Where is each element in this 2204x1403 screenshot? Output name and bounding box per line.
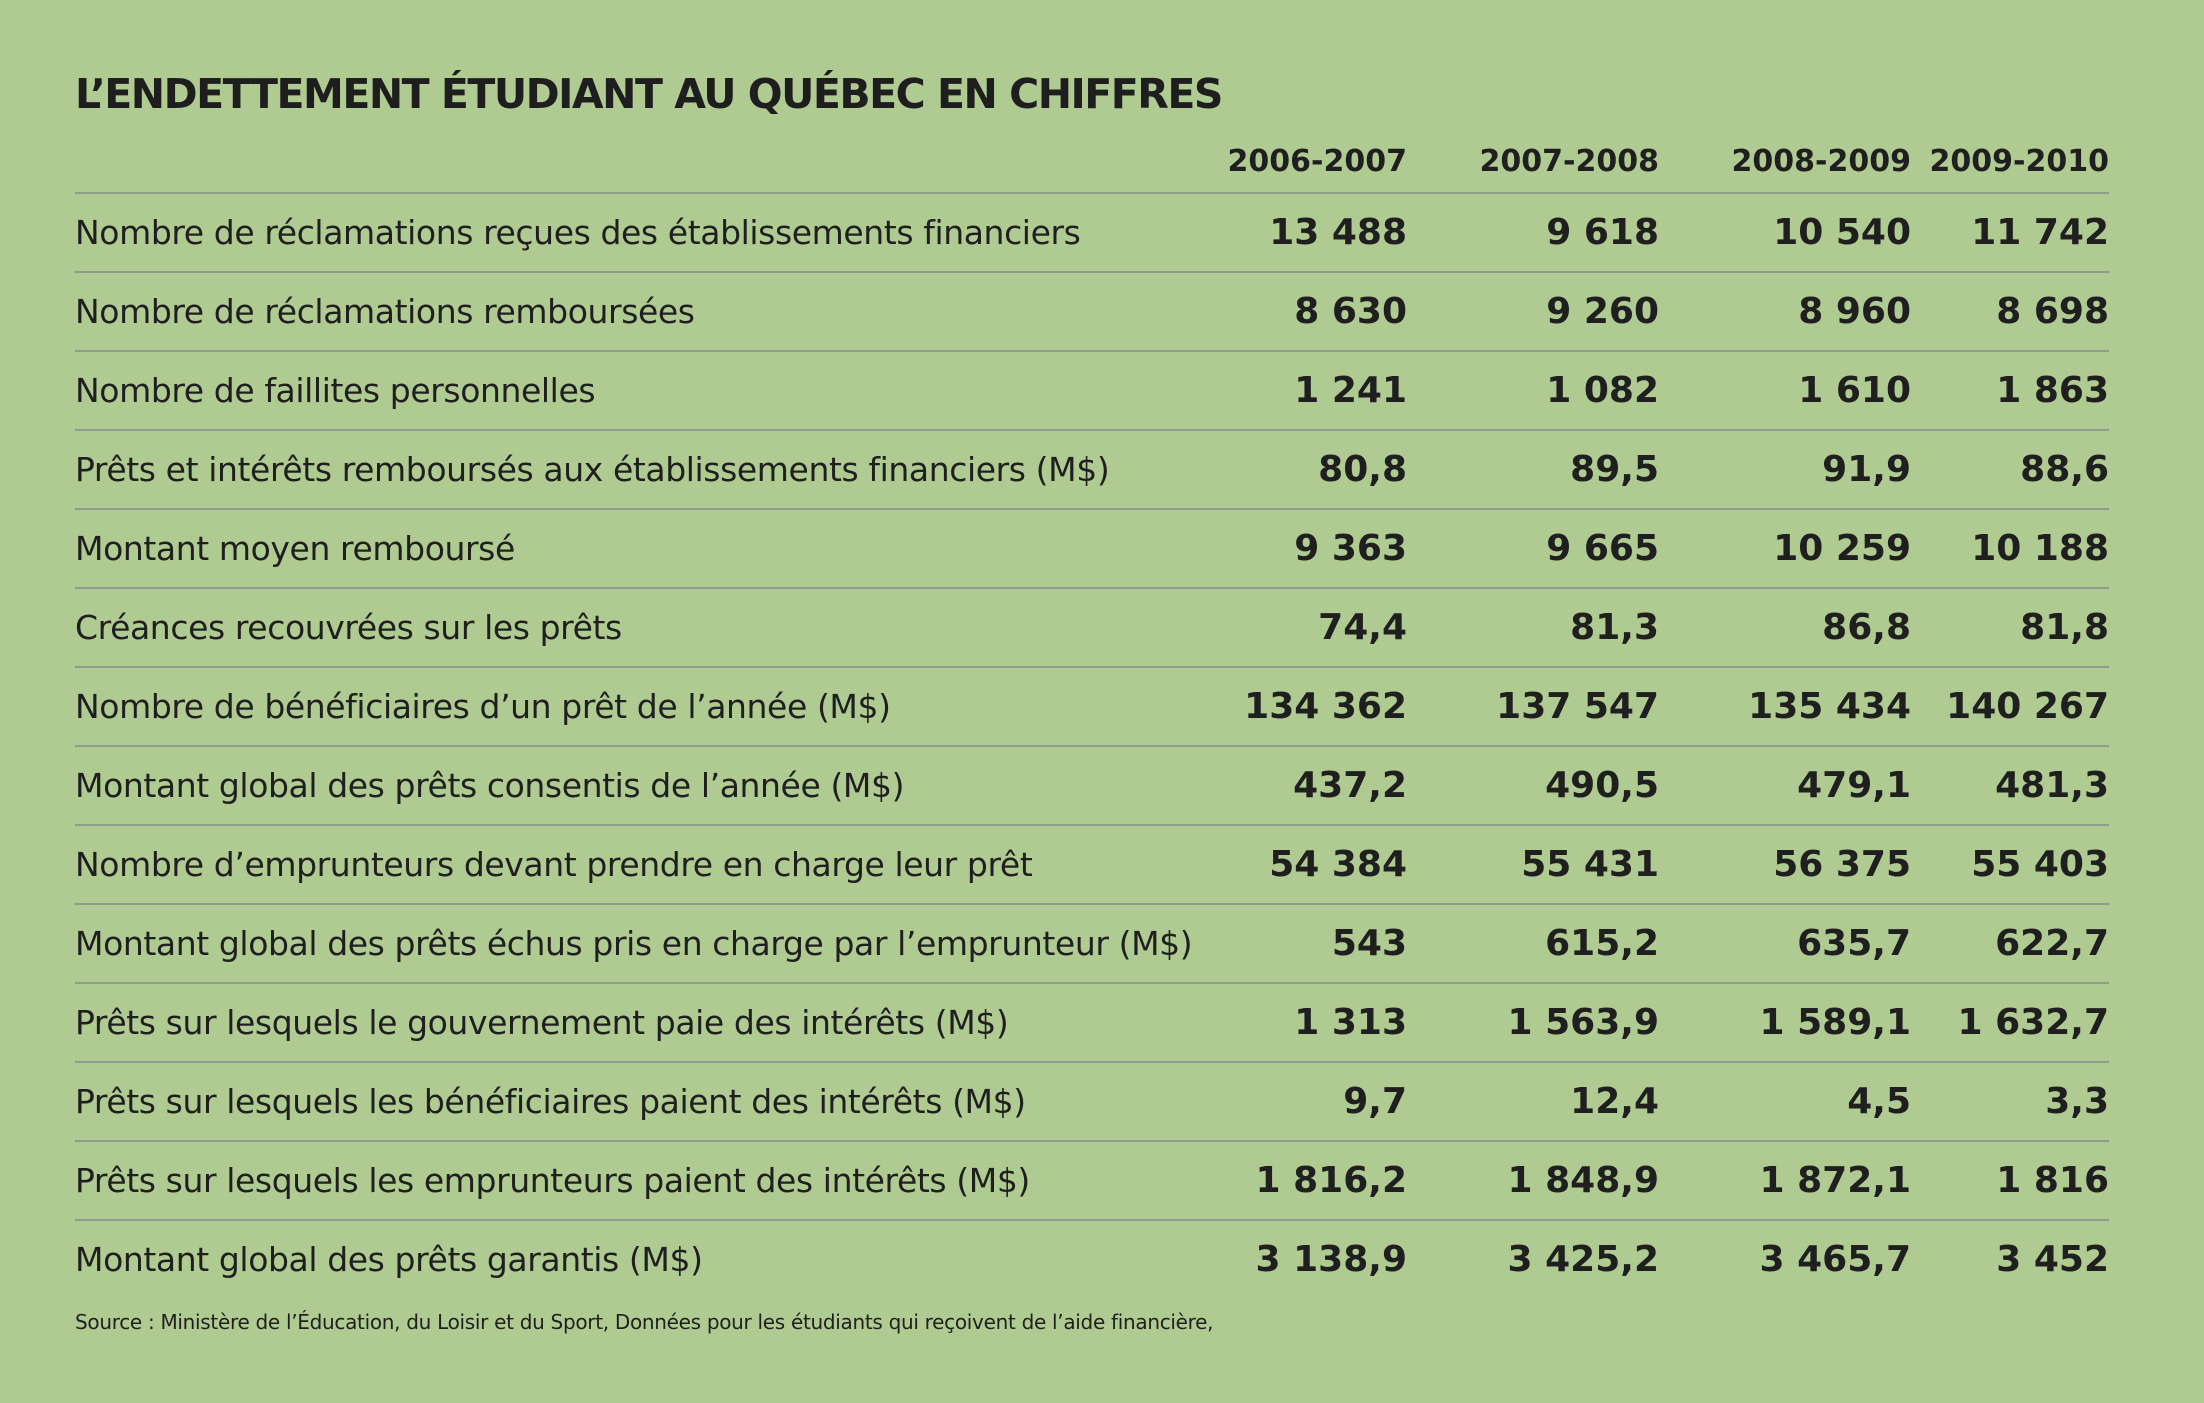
row-label: Nombre de réclamations reçues des établissements financiers (75, 193, 1155, 272)
table-cell: 12,4 (1407, 1062, 1659, 1141)
source-note: Source : Ministère de l’Éducation, du Loisir et du Sport, Données pour les étudiants qui reçoivent de l’aide financière, (75, 1310, 1214, 1334)
table-cell: 3 465,7 (1759, 1239, 1911, 1280)
header-row (75, 130, 2109, 193)
table-cell: 134 362 (1155, 667, 1407, 746)
table-cell: 1 610 (1659, 351, 1911, 430)
table-cell: 88,6 (1911, 430, 2109, 509)
row-label: Prêts sur lesquels les bénéficiaires paient des intérêts (M$) (75, 1062, 1155, 1141)
table-row (75, 509, 2109, 588)
column-header: 2009-2010 (1911, 130, 2109, 193)
row-label: Prêts sur lesquels les emprunteurs paient des intérêts (M$) (75, 1141, 1155, 1220)
table-row (75, 430, 2109, 509)
table-cell: 55 431 (1407, 825, 1659, 904)
row-label: Nombre d’emprunteurs devant prendre en charge leur prêt (75, 825, 1155, 904)
table-cell: 1 082 (1407, 351, 1659, 430)
table-cell: 1 816 (1911, 1141, 2109, 1220)
table-body (75, 193, 2109, 1298)
table-cell: 10 188 (1911, 509, 2109, 588)
row-label: Montant global des prêts échus pris en charge par l’emprunteur (M$) (75, 904, 1155, 983)
table-cell: 80,8 (1155, 430, 1407, 509)
table-cell: 622,7 (1911, 904, 2109, 983)
data-table (75, 130, 2109, 1298)
table-cell: 3,3 (1911, 1062, 2109, 1141)
column-header: 2006-2007 (1155, 130, 1407, 193)
table-cell: 1 589,1 (1659, 983, 1911, 1062)
table-cell: 10 259 (1659, 509, 1911, 588)
table-cell: 81,8 (1911, 588, 2109, 667)
table-cell: 3 452 (1996, 1239, 2109, 1280)
table-cell: 74,4 (1155, 588, 1407, 667)
row-label: Nombre de réclamations remboursées (75, 272, 1155, 351)
table-cell: 81,3 (1407, 588, 1659, 667)
table-cell: 8 698 (1911, 272, 2109, 351)
table-row (75, 667, 2109, 746)
table-cell: 86,8 (1659, 588, 1911, 667)
table-cell: 4,5 (1659, 1062, 1911, 1141)
table-cell: 1 848,9 (1407, 1141, 1659, 1220)
table-cell: 140 267 (1911, 667, 2109, 746)
table-cell: 1 241 (1155, 351, 1407, 430)
table-row (75, 746, 2109, 825)
table-row (75, 904, 2109, 983)
row-label: Prêts et intérêts remboursés aux établissements financiers (M$) (75, 430, 1155, 509)
row-label: Montant moyen remboursé (75, 509, 1155, 588)
table-cell: 481,3 (1911, 746, 2109, 825)
table-row (75, 1220, 2109, 1298)
table-cell: 10 540 (1659, 193, 1911, 272)
table-cell: 1 863 (1911, 351, 2109, 430)
table-cell: 8 960 (1659, 272, 1911, 351)
table-row (75, 193, 2109, 272)
table-cell: 3 425,2 (1507, 1239, 1659, 1280)
header-corner (75, 130, 1155, 193)
table-cell: 437,2 (1155, 746, 1407, 825)
table-cell: 11 742 (1911, 193, 2109, 272)
table-cell: 1 632,7 (1911, 983, 2109, 1062)
table-cell: 135 434 (1659, 667, 1911, 746)
table-row (75, 825, 2109, 904)
table-row (75, 351, 2109, 430)
table-cell: 1 313 (1155, 983, 1407, 1062)
table-cell: 543 (1155, 904, 1407, 983)
table-cell: 137 547 (1407, 667, 1659, 746)
table-row (75, 1141, 2109, 1220)
table-row (75, 588, 2109, 667)
table-cell: 9 618 (1407, 193, 1659, 272)
table-cell: 13 488 (1155, 193, 1407, 272)
table-cell: 89,5 (1407, 430, 1659, 509)
table-cell: 3 138,9 (1255, 1239, 1407, 1280)
table-cell: 1 563,9 (1407, 983, 1659, 1062)
table-cell: 490,5 (1407, 746, 1659, 825)
table-cell: 9 260 (1407, 272, 1659, 351)
table-cell: 91,9 (1659, 430, 1911, 509)
column-header: 2008-2009 (1659, 130, 1911, 193)
table-row (75, 1062, 2109, 1141)
table-cell: 54 384 (1155, 825, 1407, 904)
row-label: Nombre de faillites personnelles (75, 351, 1155, 430)
table-cell: 9 363 (1155, 509, 1407, 588)
table-cell: 1 816,2 (1155, 1141, 1407, 1220)
table-cell: 9 665 (1407, 509, 1659, 588)
row-label: Créances recouvrées sur les prêts (75, 588, 1155, 667)
table-row (75, 983, 2109, 1062)
table-cell: 1 872,1 (1659, 1141, 1911, 1220)
table-cell: 479,1 (1659, 746, 1911, 825)
table-cell: 8 630 (1155, 272, 1407, 351)
table-cell: 635,7 (1659, 904, 1911, 983)
row-label: Montant global des prêts consentis de l’année (M$) (75, 746, 1155, 825)
row-label: Nombre de bénéficiaires d’un prêt de l’année (M$) (75, 667, 1155, 746)
row-label: Prêts sur lesquels le gouvernement paie des intérêts (M$) (75, 983, 1155, 1062)
chart-title: L’ENDETTEMENT ÉTUDIANT AU QUÉBEC EN CHIFFRES (75, 70, 1222, 118)
row-label: Montant global des prêts garantis (M$) (75, 1240, 703, 1279)
column-header: 2007-2008 (1407, 130, 1659, 193)
table-cell: 615,2 (1407, 904, 1659, 983)
table-cell: 9,7 (1155, 1062, 1407, 1141)
table-row (75, 272, 2109, 351)
table-cell: 56 375 (1659, 825, 1911, 904)
table-cell: 55 403 (1911, 825, 2109, 904)
